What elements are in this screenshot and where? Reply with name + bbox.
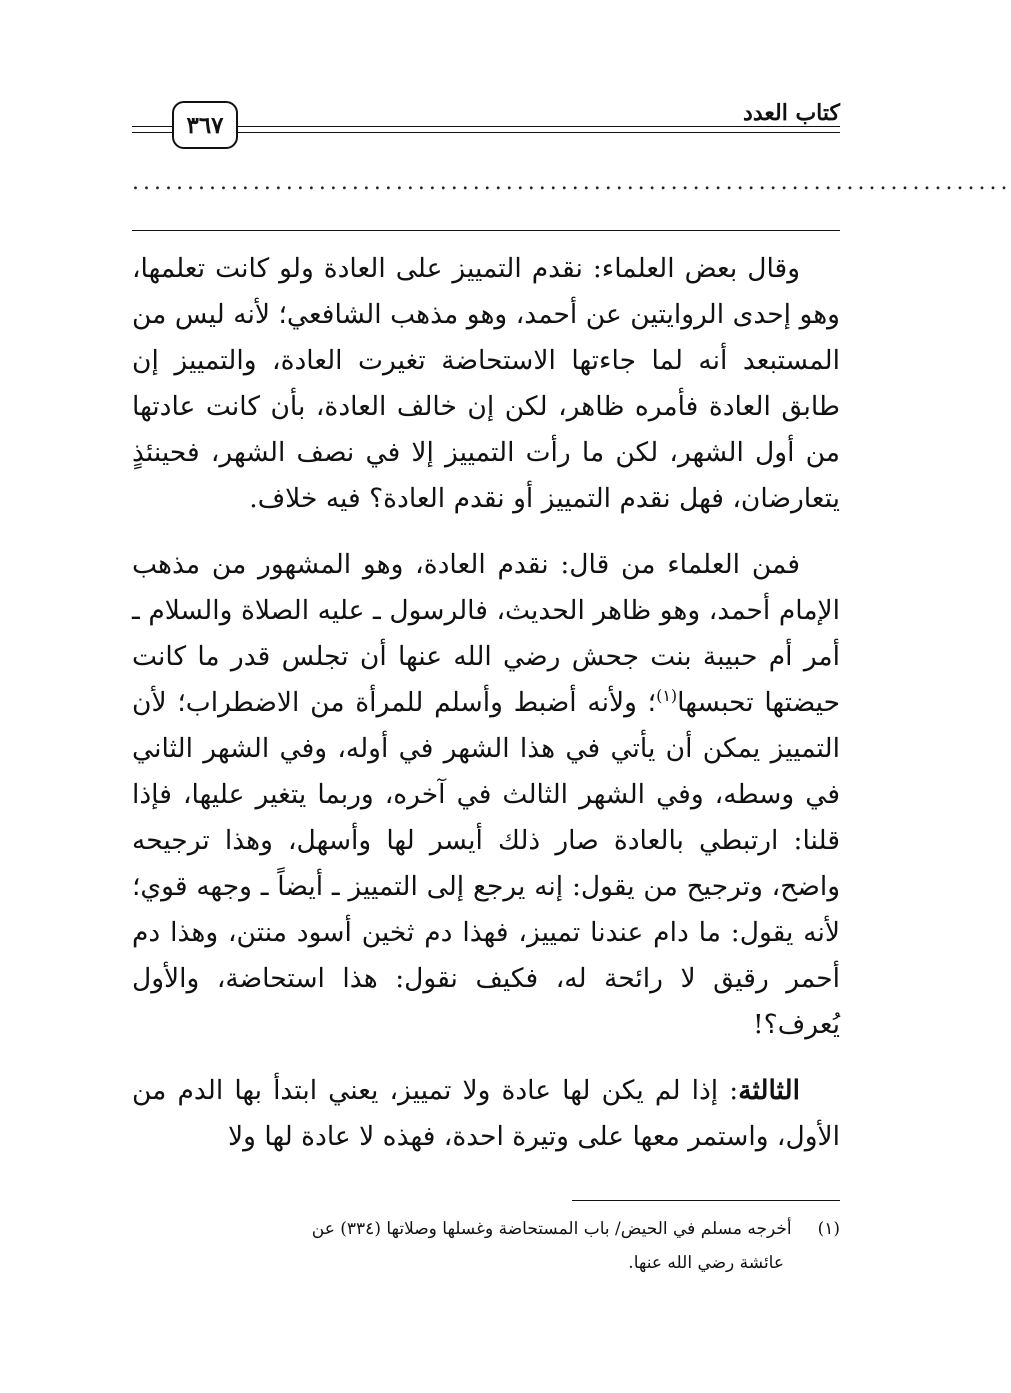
- footnote: [132, 1212, 840, 1280]
- section-term: الثالثة: [738, 1075, 800, 1106]
- main-text: [132, 246, 840, 1160]
- page-number: ٣٦٧: [186, 111, 224, 139]
- header-double-rule: [132, 126, 840, 133]
- page-number-badge: [172, 101, 238, 149]
- line: مذهب الإمام أحمد، وهو ظاهر الحديث، فالرسول ـ عليه الصلاة: [132, 549, 840, 626]
- line: خلاف.: [249, 483, 318, 514]
- line: الشهر، فحينئذٍ يتعارضان، فهل نقدم التمييز أو نقدم العادة؟ فيه: [132, 437, 840, 514]
- footnote-rule: [572, 1200, 840, 1201]
- line: تعلمها، وهو إحدى الروايتين عن أحمد، وهو مذهب الشافعي؛: [132, 253, 840, 330]
- line: كانت عادتها من أول الشهر، لكن ما رأت التمييز إلا في نصف: [132, 391, 840, 468]
- line: لأنه ليس من المستبعد أنه لما جاءتها الاستحاضة تغيرت العادة،: [132, 299, 840, 376]
- line: فمن العلماء من قال: نقدم العادة، وهو المشهور من: [211, 549, 800, 580]
- text-top-rule: [132, 230, 840, 231]
- paragraph-2: [132, 542, 840, 1048]
- running-title: كتاب العدد: [743, 100, 840, 126]
- line: نقول: هذا استحاضة، والأول يُعرف؟!: [132, 963, 840, 1040]
- line: من الأول، واستمر معها على وتيرة احدة، فهذه لا عادة لها ولا: [132, 1075, 840, 1152]
- paragraph-3: [132, 1068, 840, 1160]
- line: ما كانت حيضتها تحبسها: [132, 641, 840, 718]
- line: ؛ ولأنه أضبط وأسلم للمرأة من: [310, 687, 657, 718]
- footnote-text: أخرجه مسلم في الحيض/ باب المستحاضة وغسلها وصلاتها (٣٣٤) عن: [311, 1219, 792, 1239]
- dotted-separator: ................................................................................: [132, 170, 1011, 195]
- line: يتغير عليها، فإذا قلنا: ارتبطي بالعادة صار ذلك أيسر لها: [132, 779, 840, 856]
- line: الاضطراب؛ لأن التمييز يمكن أن يأتي في هذا الشهر في أوله،: [132, 687, 840, 764]
- line: وفي الشهر الثاني في وسطه، وفي الشهر الثالث في آخره، وربما: [132, 733, 840, 810]
- footnote-line-1: [132, 1212, 840, 1246]
- line: دم ثخين أسود منتن، وهذا دم أحمر رقيق لا رائحة له، فكيف: [132, 917, 840, 994]
- paragraph-1: [132, 246, 840, 522]
- line: : إذا لم يكن لها عادة ولا تمييز، يعني ابتدأ بها الدم: [177, 1075, 739, 1106]
- line: وقال بعض العلماء: نقدم التمييز على العادة ولو كانت: [215, 253, 800, 284]
- line: والتمييز إن طابق العادة فأمره ظاهر، لكن إن خالف العادة، بأن: [132, 345, 840, 422]
- footnote-number: (١): [817, 1219, 840, 1239]
- line: التمييز ـ أيضاً ـ وجهه قوي؛ لأنه يقول: ما دام عندنا تمييز، فهذا: [132, 871, 840, 948]
- line: والسلام ـ أمر أم حبيبة بنت جحش رضي الله عنها أن تجلس قدر: [132, 595, 840, 672]
- line: وأسهل، وهذا ترجيحه واضح، وترجيح من يقول: إنه يرجع إلى: [132, 825, 840, 902]
- footnote-line-2: عائشة رضي الله عنها.: [628, 1253, 784, 1273]
- footnote-reference[interactable]: (١): [656, 686, 678, 706]
